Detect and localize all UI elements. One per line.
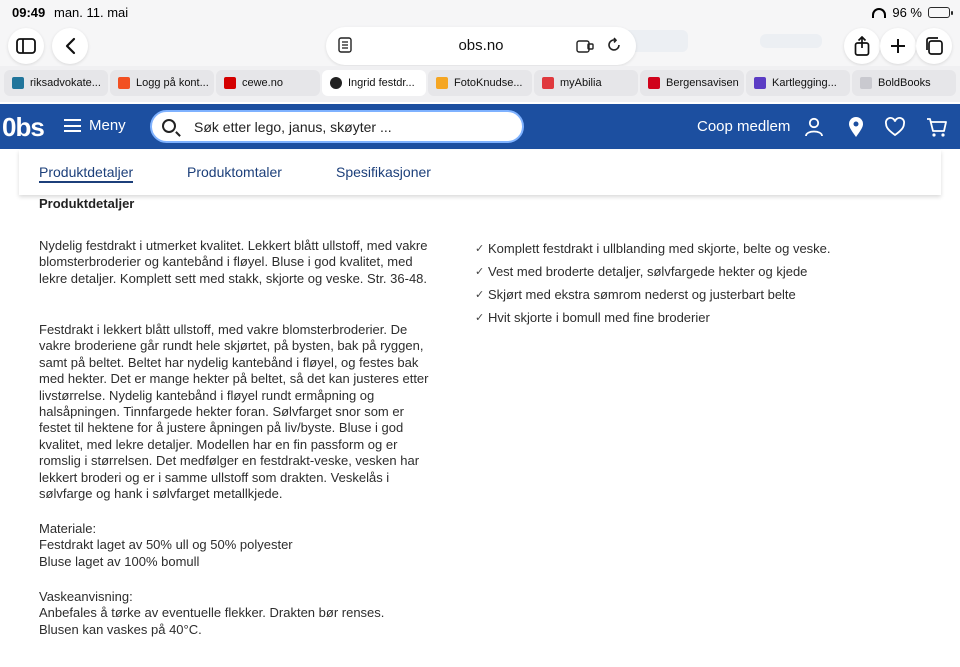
- blurred-area: [760, 34, 822, 48]
- sidebar-toggle-icon[interactable]: [8, 28, 44, 64]
- wifi-icon: [872, 8, 886, 18]
- browser-tab-label: BoldBooks: [878, 77, 931, 89]
- wash-title: Vaskeanvisning:: [39, 589, 133, 604]
- browser-tab[interactable]: [852, 70, 956, 96]
- favicon-icon: [436, 77, 448, 89]
- check-icon: ✓: [475, 312, 485, 324]
- browser-tab[interactable]: [110, 70, 214, 96]
- battery-percent: 96 %: [892, 5, 922, 20]
- search-icon: [162, 119, 176, 133]
- feature-list: [475, 240, 895, 332]
- browser-toolbar: [0, 24, 960, 66]
- material-line: Bluse laget av 100% bomull: [39, 553, 200, 569]
- menu-label: Meny: [89, 117, 126, 134]
- reload-icon[interactable]: [606, 37, 622, 53]
- favicon-icon: [224, 77, 236, 89]
- status-indicators: [872, 5, 950, 20]
- clock: 09:49: [12, 5, 46, 20]
- date: man. 11. mai: [54, 5, 129, 20]
- intro-text: Nydelig festdrakt i utmerket kvalitet. Lekkert blått ullstoff, med vakre blomsterbroderier og kantebånd i fløyel. Bluse i god kvalitet, med lekre detaljer. Komplett sett med stakk, skjorte og veske. Str. 36-48.: [39, 238, 428, 286]
- back-icon[interactable]: [52, 28, 88, 64]
- obs-logo[interactable]: 0bs: [2, 112, 44, 142]
- close-tab-icon[interactable]: [330, 77, 342, 89]
- status-bar: [0, 0, 960, 24]
- browser-tab-label: Logg på kont...: [136, 77, 209, 89]
- browser-tab[interactable]: [322, 70, 426, 96]
- browser-tab-label: Kartlegging...: [772, 77, 837, 89]
- feature-item: ✓ Vest med broderte detaljer, sølvfargede hekter og kjede: [475, 263, 895, 286]
- material-block: [39, 521, 434, 570]
- wash-block: [39, 589, 434, 638]
- browser-tab[interactable]: [428, 70, 532, 96]
- search-placeholder: Søk etter lego, janus, skøyter ...: [194, 119, 392, 135]
- material-title: Materiale:: [39, 521, 97, 536]
- coop-member-link[interactable]: Coop medlem: [697, 118, 791, 135]
- tab-produktomtaler[interactable]: Produktomtaler: [187, 164, 282, 180]
- browser-tab-label: cewe.no: [242, 77, 283, 89]
- description-text: Festdrakt i lekkert blått ullstoff, med vakre blomsterbroderier. De vakre broderiene går rundt hele skjørtet, på bysten, bak på ryggen, samt på beltet. Beltet har nydelig kantebånd i fløyel, og festes bak med hekter. Det er mange hekter på beltet, så det kan justeres etter livstørrelse. Nydelig kantebånd i fløyel rundt ermåpning og halsåpningen. Tinnfargede hekter foran. Sølvfarget snor som er festet til hektene for å justere åpningen på liv/byste. Bluse i god kvalitet, med lekre detaljer. Modellen har en fin passform og er romslig i størrelsen. Det medfølger en festdrakt-veske, vesken har lekkert broderi og er i samme ullstoff som drakten. Veskelås i sølvfarge og hank i sølvfarget metallkjede.: [39, 322, 429, 502]
- tabs-overview-icon[interactable]: [916, 28, 952, 64]
- wash-line: Anbefales å tørke av eventuelle flekker. Drakten bør renses.: [39, 605, 385, 621]
- browser-tab-label: FotoKnudse...: [454, 77, 523, 89]
- share-icon[interactable]: [844, 28, 880, 64]
- favicon-icon: [12, 77, 24, 89]
- heart-icon[interactable]: [884, 116, 906, 138]
- favicon-icon: [648, 77, 660, 89]
- section-heading: Produktdetaljer: [39, 196, 135, 211]
- feature-item: ✓ Hvit skjorte i bomull med fine broderier: [475, 309, 895, 332]
- favicon-icon: [860, 77, 872, 89]
- cart-icon[interactable]: [926, 116, 948, 138]
- browser-tab-label: riksadvokate...: [30, 77, 101, 89]
- feature-item: ✓ Skjørt med ekstra sømrom nederst og justerbart belte: [475, 286, 895, 309]
- tab-bar: [0, 66, 960, 102]
- browser-tab-label: Ingrid festdr...: [348, 77, 415, 89]
- search-input[interactable]: [150, 110, 524, 143]
- browser-tab[interactable]: [746, 70, 850, 96]
- browser-tab-label: myAbilia: [560, 77, 602, 89]
- check-icon: ✓: [475, 289, 485, 301]
- browser-tab[interactable]: [216, 70, 320, 96]
- tab-spesifikasjoner[interactable]: Spesifikasjoner: [336, 164, 431, 180]
- wash-line: Blusen kan vaskes på 40°C.: [39, 621, 202, 637]
- favicon-icon: [754, 77, 766, 89]
- url-text: obs.no: [458, 37, 504, 54]
- favicon-icon: [542, 77, 554, 89]
- browser-tab[interactable]: [534, 70, 638, 96]
- browser-tab[interactable]: [640, 70, 744, 96]
- product-tabs: [19, 150, 941, 195]
- feature-item: ✓ Komplett festdrakt i ullblanding med skjorte, belte og veske.: [475, 240, 895, 263]
- check-icon: ✓: [475, 266, 485, 278]
- location-pin-icon[interactable]: [845, 116, 867, 138]
- material-line: Festdrakt laget av 50% ull og 50% polyester: [39, 537, 293, 553]
- site-header: [0, 104, 960, 149]
- menu-button[interactable]: [64, 117, 126, 134]
- browser-tab-label: Bergensavisen: [666, 77, 739, 89]
- favicon-icon: [118, 77, 130, 89]
- new-tab-icon[interactable]: [880, 28, 916, 64]
- user-icon[interactable]: [803, 116, 825, 138]
- tab-produktdetaljer[interactable]: Produktdetaljer: [39, 164, 133, 183]
- hamburger-icon: [64, 119, 81, 132]
- extension-icon[interactable]: [576, 38, 594, 54]
- browser-tab[interactable]: [4, 70, 108, 96]
- check-icon: ✓: [475, 243, 485, 255]
- address-bar[interactable]: [326, 27, 636, 65]
- battery-icon: [928, 7, 950, 18]
